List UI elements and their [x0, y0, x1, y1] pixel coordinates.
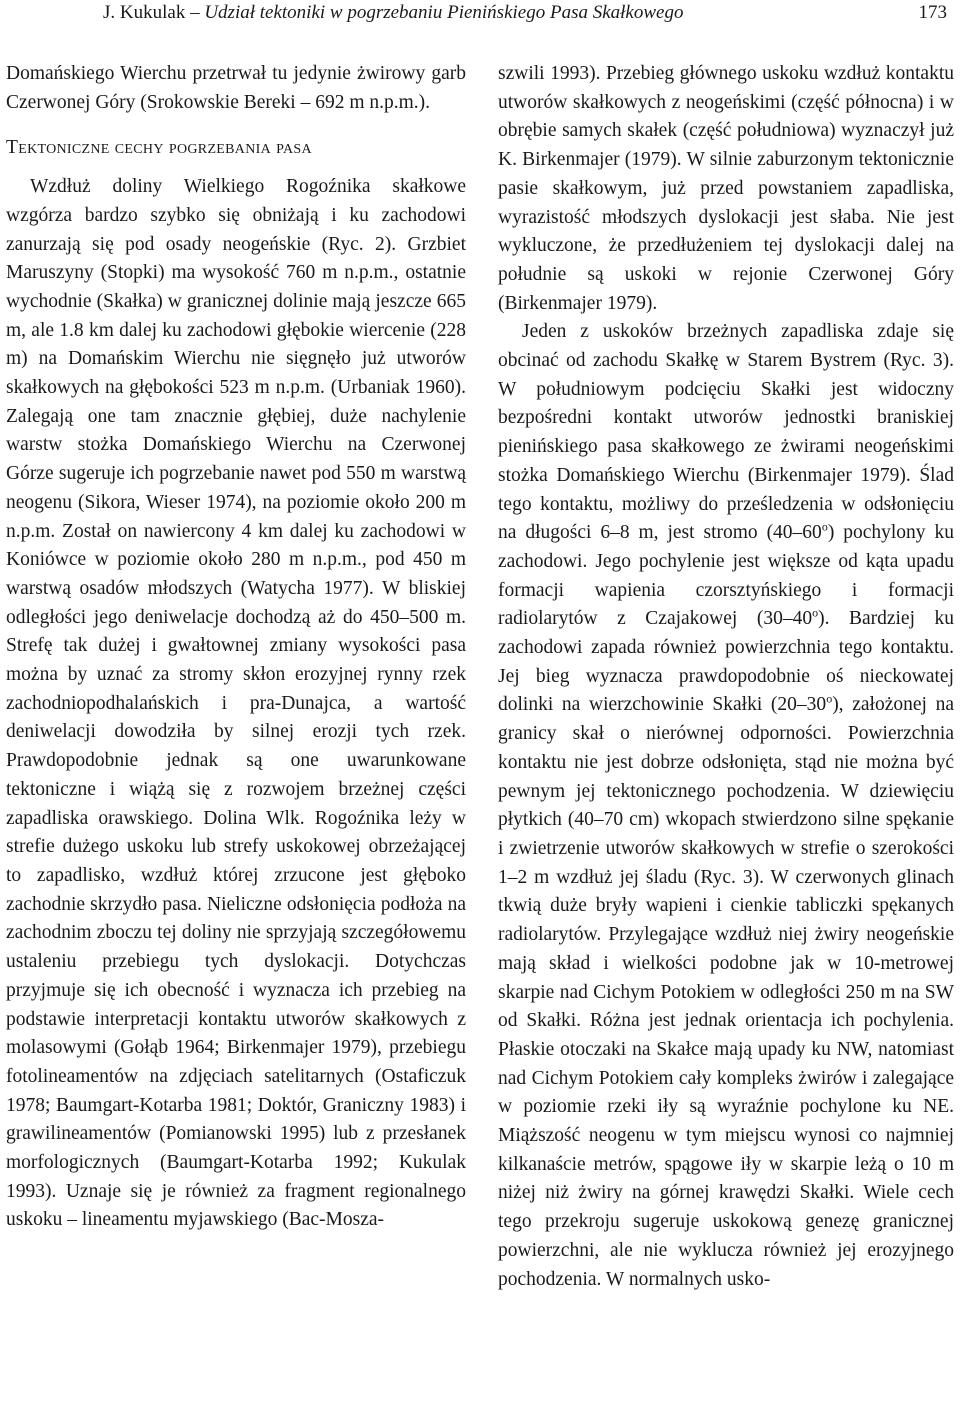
section-heading: Tektoniczne cechy pogrzebania pasa	[6, 137, 312, 159]
left-column	[6, 60, 466, 1235]
degree-superscript: o	[821, 519, 828, 534]
degree-superscript: o	[812, 605, 819, 620]
continued-paragraph: szwili 1993). Przebieg głównego uskoku wzdłuż kontaktu utworów skałkowych z neogeńskimi (część północna) i w obrębie samych skałek (część południowa) wyznaczył już K. Birkenmajer (1979). W silnie zaburzonym tektonicznie pasie skałkowym, już przed powstaniem zapadliska, wyrazistość młodszych dyslokacji jest słaba. Nie jest wykluczone, że przedłużeniem tej dyslokacji dalej na południe są uskoki w rejonie Czerwonej Góry (Birkenmajer 1979).	[498, 63, 954, 314]
paragraph-text-part-2: ) pochylony ku zachodowi. Jego pochylenie jest większe od kąta upadu formacji wapienia czorsztyńskiego i formacji radiolarytów z Czajakowej (30–40	[498, 522, 954, 630]
paragraph-text-part-1: Jeden z uskoków brzeżnych zapadliska zdaje się obcinać od zachodu Skałkę w Starem Bystrem (Ryc. 3). W południowym podcięciu Skałki jest widoczny bezpośredni kontakt utworów jednostki braniskiej pienińskiego pasa skałkowego ze żwirami neogeńskimi stożka Domańskiego Wierchu (Birkenmajer 1979). Ślad tego kontaktu, możliwy do prześledzenia w odsłonięciu na długości 6–8 m, jest stromo (40–60	[498, 321, 954, 544]
header-authors: J. Kukulak	[103, 2, 186, 23]
running-title	[103, 2, 683, 24]
header-dash: –	[185, 2, 205, 23]
running-header	[0, 0, 960, 40]
right-column	[498, 60, 954, 1294]
degree-superscript: o	[826, 691, 833, 706]
header-article-title: Udział tektoniki w pogrzebaniu Pienińskiego Pasa Skałkowego	[204, 2, 684, 23]
paragraph-skalka	[498, 318, 954, 1294]
paragraph-text-part-3: ). Bardziej ku zachodowi zapada również powierzchnia tego kontaktu. Jej bieg wyznacza prawdopodobnie oś nieckowatej dolinki na wierzchowinie Skałki (20–30	[498, 608, 954, 716]
main-paragraph: Wzdłuż doliny Wielkiego Rogoźnika skałkowe wzgórza bardzo szybko się obniżają i ku zachodowi zanurzają się pod osady neogeńskie (Ryc. 2). Grzbiet Maruszyny (Stopki) ma wysokość 760 m n.p.m., ostatnie wychodnie (Skałka) w granicznej dolinie mają jeszcze 665 m, ale 1.8 km dalej ku zachodowi głębokie wiercenie (228 m) na Domańskim Wierchu nie sięgnęło już utworów skałkowych na głębokości 523 m n.p.m. (Urbaniak 1960). Zalegają one tam znacznie głębiej, duże nachylenie warstw stożka Domańskiego Wierchu na Czerwonej Górze sugeruje ich pogrzebanie nawet pod 550 m warstwą neogenu (Sikora, Wieser 1974), na poziomie około 200 m n.p.m. Został on nawiercony 4 km dalej ku zachodowi w Koniówce w poziomie około 280 m n.p.m., pod 450 m warstwą osadów młodszych (Watycha 1977). W bliskiej odległości jego deniwelacje dochodzą aż do 450–500 m. Strefę tak dużej i gwałtownej zmiany wysokości pasa można by uznać za stromy skłon erozyjnej rynny rzek zachodniopodhalańskich i pra-Dunajca, a wartość deniwelacji dowodziła by silnej erozji tych rzek. Prawdopodobnie jednak są one uwarunkowane tektoniczne i wiążą się z rozwojem brzeżnej części zapadliska orawskiego. Dolina Wlk. Rogoźnika leży w strefie dużego uskoku lub strefy uskokowej obrzeżającej to zapadlisko, wzdłuż której zrzucone jest głęboko zachodnie skrzydło pasa. Nieliczne odsłonięcia podłoża na zachodnim zboczu tej doliny nie sprzyjają szczegółowemu ustaleniu przebiegu tych dyslokacji. Dotychczas przyjmuje się ich obecność i wyznacza ich przebieg na podstawie interpretacji kontaktu utworów skałkowych z molasowymi (Gołąb 1964; Birkenmajer 1979), przebiegu fotolineamentów na zdjęciach satelitarnych (Ostaficzuk 1978; Baumgart-Kotarba 1981; Doktór, Graniczny 1983) i grawilineamentów (Pomianowski 1995) lub z przesłanek morfologicznych (Baumgart-Kotarba 1992; Kukulak 1993). Uznaje się je również za fragment regionalnego uskoku – lineamentu myjawskiego (Bac-Mosza-	[6, 176, 466, 1231]
intro-paragraph: Domańskiego Wierchu przetrwał tu jedynie żwirowy garb Czerwonej Góry (Srokowskie Bereki – 692 m n.p.m.).	[6, 63, 466, 113]
page-number: 173	[918, 2, 947, 23]
paragraph-text-part-4: ), założonej na granicy skał o nierównej odporności. Powierzchnia kontaktu nie jest dobrze odsłonięta, stąd nie można być pewnym jej tektonicznego pochodzenia. W dziewięciu płytkich (40–70 cm) wkopach stwierdzono silne spękanie i zwietrzenie utworów skałkowych w strefie o szerokości 1–2 m wzdłuż jej śladu (Ryc. 3). W czerwonych glinach tkwią duże bryły wapieni i cienkie tabliczki spękanych radiolarytów. Przylegające wzdłuż niej żwiry neogeńskie mają skład i wielkości podobne jak w 10-metrowej skarpie nad Cichym Potokiem w odległości 250 m na SW od Skałki. Różna jest jednak orientacja ich pochylenia. Płaskie otoczaki na Skałce mają upady ku NW, natomiast nad Cichym Potokiem cały kompleks żwirów i zalegające w poziomie rzeki iły są wyraźnie pochylone ku NE. Miąższość neogenu w tym miejscu wynosi co najmniej kilkanaście metrów, spągowe iły w skarpie leżą o 10 m niżej niż żwiry na górnej krawędzi Skałki. Wiele cech tego przekroju sugeruje uskokową genezę granicznej powierzchni, ale nie wyklucza również jej erozyjnego pochodzenia. W normalnych usko-	[498, 694, 954, 1290]
